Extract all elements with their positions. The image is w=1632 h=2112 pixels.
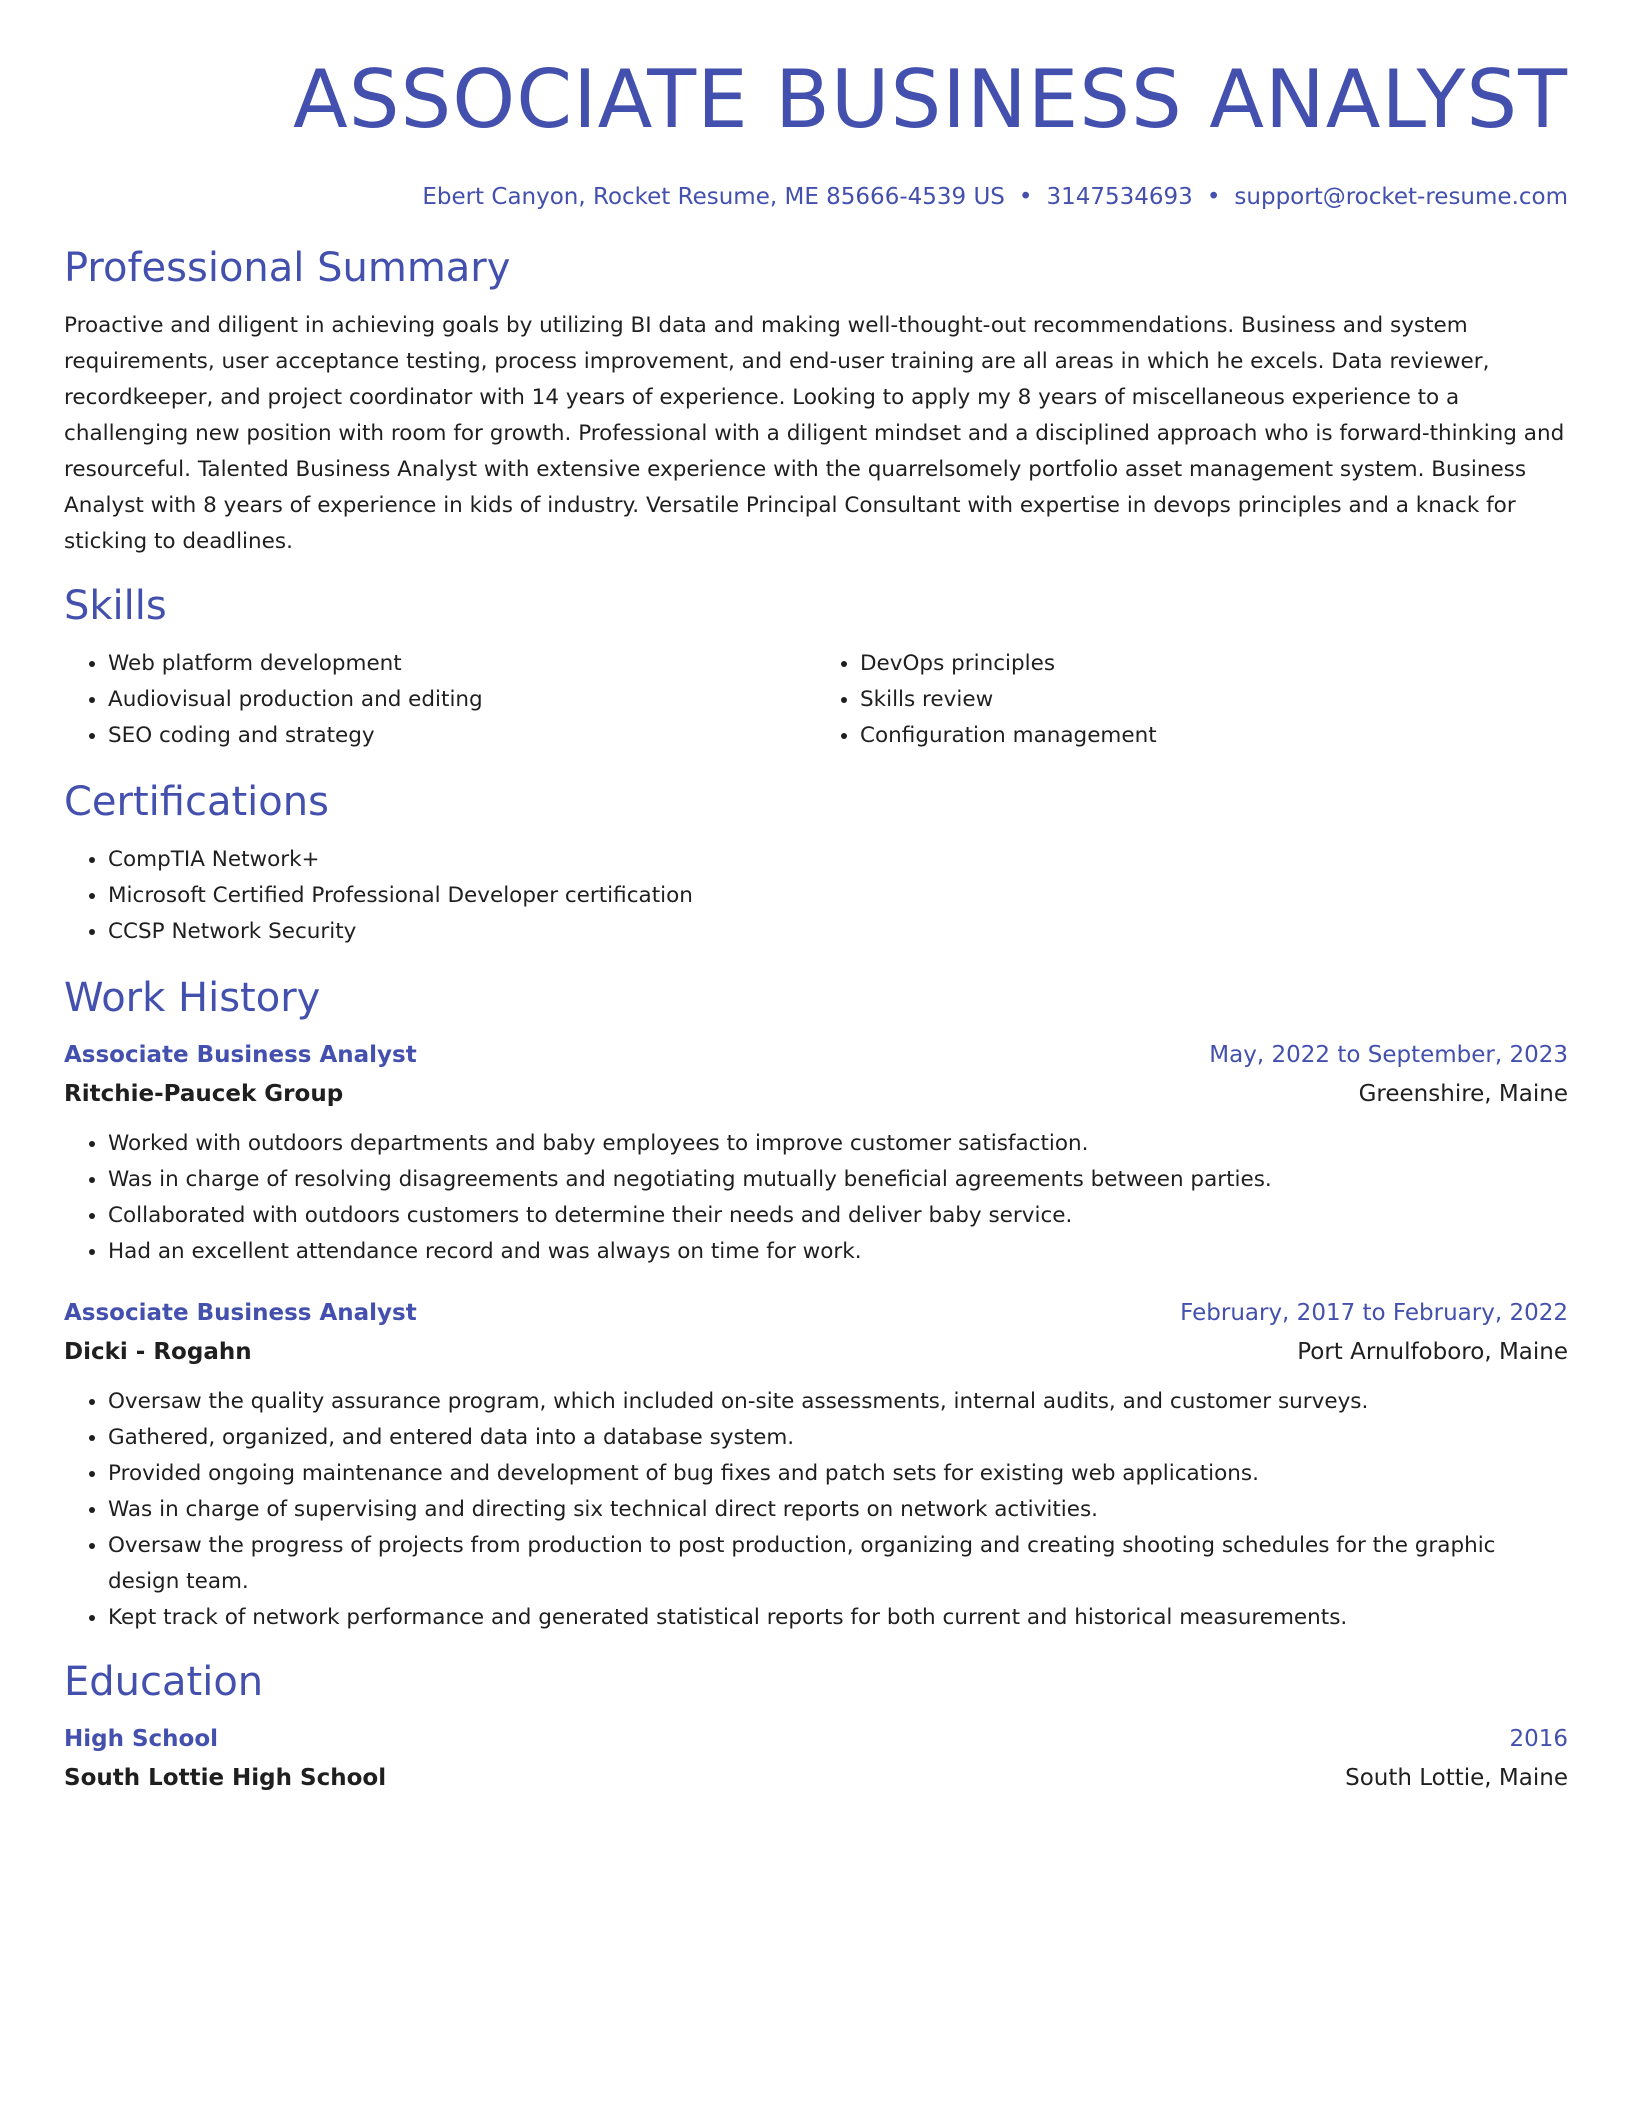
skills-section: [64, 580, 1568, 754]
job-header: [64, 1036, 1568, 1074]
separator: •: [1206, 184, 1221, 210]
phone: 3147534693: [1046, 184, 1193, 210]
job-location: Port Arnulfoboro, Maine: [1297, 1339, 1568, 1365]
job-dates: May, 2022 to September, 2023: [1209, 1042, 1568, 1068]
job-bullet: • Was in charge of resolving disagreements and negotiating mutually beneficial agreements between parties.: [108, 1162, 1568, 1198]
section-heading-summary: Professional Summary: [64, 245, 511, 291]
certification-item: • CCSP Network Security: [108, 914, 1568, 950]
skill-item: • Configuration management: [860, 718, 1568, 754]
job-bullets: [64, 1384, 1568, 1636]
summary-section: [64, 242, 1568, 560]
certifications-section: [64, 776, 1568, 950]
education-section: [64, 1656, 1568, 1798]
skills-grid: [64, 646, 1568, 754]
job-bullet: • Kept track of network performance and generated statistical reports for both current and historical measurements.: [108, 1600, 1568, 1636]
job-header: [64, 1294, 1568, 1332]
job-subheader: [64, 1332, 1568, 1372]
certification-item: • Microsoft Certified Professional Developer certification: [108, 878, 1568, 914]
job-title: Associate Business Analyst: [64, 1300, 417, 1326]
graduation-year: 2016: [1509, 1726, 1568, 1752]
school-location: South Lottie, Maine: [1345, 1765, 1568, 1791]
school-name: South Lottie High School: [64, 1765, 387, 1791]
section-heading-skills: Skills: [64, 583, 167, 629]
certification-item: • CompTIA Network+: [108, 842, 1568, 878]
separator: •: [1018, 184, 1033, 210]
resume-title: ASSOCIATE BUSINESS ANALYST: [292, 53, 1568, 146]
skill-item: • SEO coding and strategy: [108, 718, 816, 754]
address: Ebert Canyon, Rocket Resume, ME 85666-4539 US: [422, 184, 1005, 210]
certifications-list: [64, 842, 1568, 950]
job-bullets: [64, 1126, 1568, 1270]
job-entry: [64, 1036, 1568, 1270]
job-location: Greenshire, Maine: [1358, 1081, 1568, 1107]
job-bullet: • Was in charge of supervising and directing six technical direct reports on network activities.: [108, 1492, 1568, 1528]
skills-list-left: [64, 646, 816, 754]
work-history-section: [64, 972, 1568, 1636]
company-name: Dicki - Rogahn: [64, 1339, 252, 1365]
education-entry: [64, 1720, 1568, 1798]
company-name: Ritchie-Paucek Group: [64, 1081, 344, 1107]
job-bullet: • Gathered, organized, and entered data into a database system.: [108, 1420, 1568, 1456]
job-bullet: • Collaborated with outdoors customers to determine their needs and deliver baby service.: [108, 1198, 1568, 1234]
job-bullet: • Provided ongoing maintenance and development of bug fixes and patch sets for existing web applications.: [108, 1456, 1568, 1492]
skills-list-right: [816, 646, 1568, 754]
job-dates: February, 2017 to February, 2022: [1180, 1300, 1568, 1326]
job-title: Associate Business Analyst: [64, 1042, 417, 1068]
education-header: [64, 1720, 1568, 1758]
job-bullet: • Oversaw the progress of projects from production to post production, organizing and creating shooting schedules for the graphic design team.: [108, 1528, 1568, 1600]
summary-text: Proactive and diligent in achieving goals by utilizing BI data and making well-thought-out recommendations. Business and system requirements, user acceptance testing, process improvement, and end-user training are all areas in which he excels. Data reviewer, recordkeeper, and project coordinator with 14 years of experience. Looking to apply my 8 years of miscellaneous experience to a challenging new position with room for growth. Professional with a diligent mindset and a disciplined approach who is forward-thinking and resourceful. Talented Business Analyst with extensive experience with the quarrelsomely portfolio asset management system. Business Analyst with 8 years of experience in kids of industry. Versatile Principal Consultant with expertise in devops principles and a knack for sticking to deadlines.: [64, 313, 1565, 554]
skill-item: • Web platform development: [108, 646, 816, 682]
job-subheader: [64, 1074, 1568, 1114]
job-bullet: • Worked with outdoors departments and baby employees to improve customer satisfaction.: [108, 1126, 1568, 1162]
contact-line: [64, 180, 1568, 214]
skill-item: • DevOps principles: [860, 646, 1568, 682]
education-subheader: [64, 1758, 1568, 1798]
job-bullet: • Had an excellent attendance record and was always on time for work.: [108, 1234, 1568, 1270]
email-link[interactable]: support@rocket-resume.com: [1234, 184, 1568, 210]
section-heading-work-history: Work History: [64, 975, 321, 1021]
section-heading-education: Education: [64, 1659, 264, 1705]
degree: High School: [64, 1726, 219, 1752]
skill-item: • Skills review: [860, 682, 1568, 718]
job-entry: [64, 1294, 1568, 1636]
skill-item: • Audiovisual production and editing: [108, 682, 816, 718]
section-heading-certifications: Certifications: [64, 779, 329, 825]
job-bullet: • Oversaw the quality assurance program, which included on-site assessments, internal audits, and customer surveys.: [108, 1384, 1568, 1420]
